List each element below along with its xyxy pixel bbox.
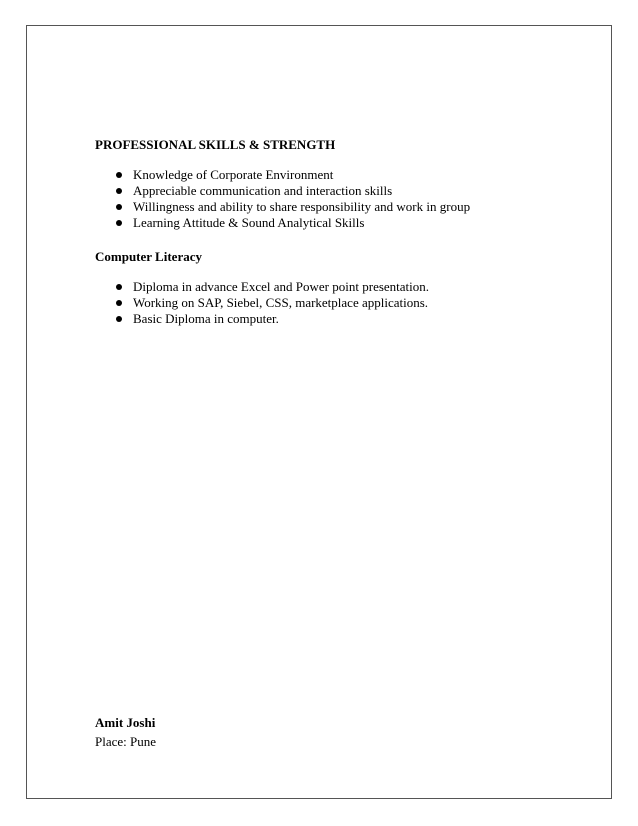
list-item [95, 279, 429, 295]
list-item-text: Learning Attitude & Sound Analytical Skills [133, 215, 365, 230]
bullet-icon [116, 220, 122, 226]
list-item-text: Working on SAP, Siebel, CSS, marketplace applications. [133, 295, 429, 310]
list-item [95, 295, 429, 311]
list-item-text: Diploma in advance Excel and Power point presentation. [133, 279, 430, 294]
list-item [95, 167, 470, 183]
signature-place: Place: Pune [95, 734, 157, 749]
list-item-text: Willingness and ability to share responsibility and work in group [133, 199, 471, 214]
professional-skills-heading: PROFESSIONAL SKILLS & STRENGTH [95, 137, 336, 152]
computer-literacy-heading: Computer Literacy [95, 249, 202, 264]
list-item [95, 183, 470, 199]
bullet-icon [116, 188, 122, 194]
list-item-text: Basic Diploma in computer. [133, 311, 279, 326]
bullet-icon [116, 284, 122, 290]
list-item [95, 311, 429, 327]
bullet-icon [116, 316, 122, 322]
signature-name: Amit Joshi [95, 715, 156, 730]
list-item-text: Appreciable communication and interaction skills [133, 183, 393, 198]
list-item [95, 215, 470, 231]
bullet-icon [116, 172, 122, 178]
bullet-icon [116, 300, 122, 306]
computer-literacy-list [95, 279, 429, 327]
skills-list [95, 167, 470, 231]
list-item [95, 199, 470, 215]
bullet-icon [116, 204, 122, 210]
list-item-text: Knowledge of Corporate Environment [133, 167, 334, 182]
